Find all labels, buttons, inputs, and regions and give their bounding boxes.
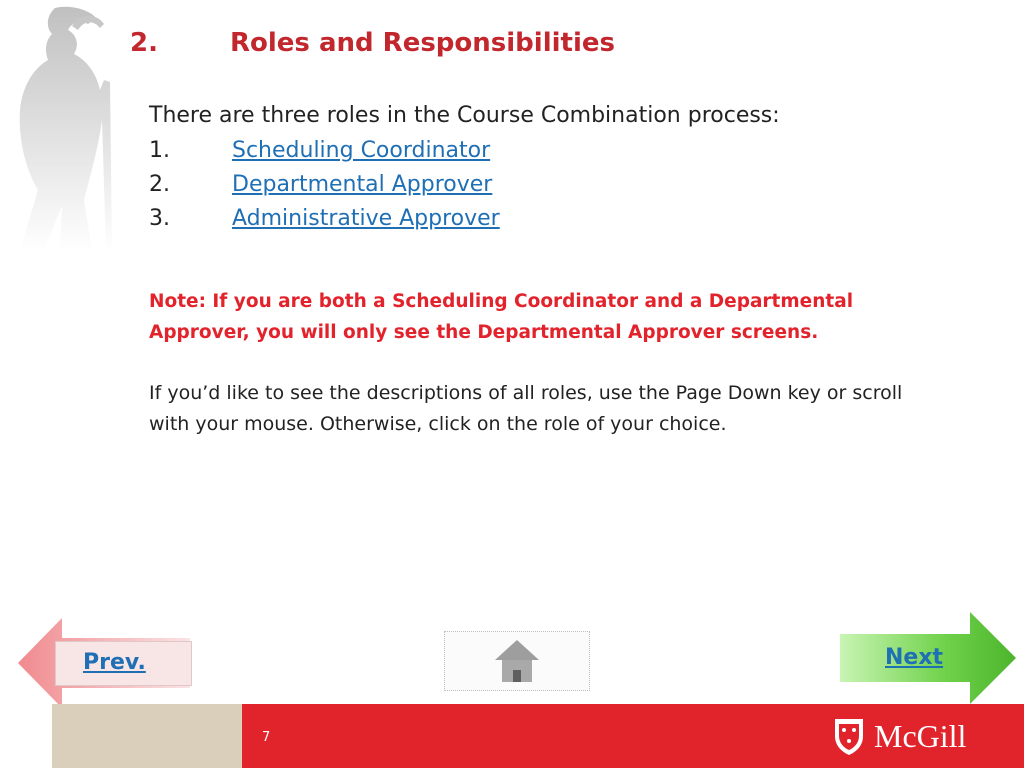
section-number: 2. xyxy=(130,28,158,58)
administrative-approver-link[interactable]: Administrative Approver xyxy=(232,206,500,231)
prev-button[interactable] xyxy=(18,618,198,708)
list-number: 1. xyxy=(149,138,170,163)
next-label: Next xyxy=(885,645,944,670)
departmental-approver-link[interactable]: Departmental Approver xyxy=(232,172,493,197)
statue-watermark-image xyxy=(0,0,130,260)
footer-beige-band xyxy=(52,704,242,768)
info-text: If you’d like to see the descriptions of all roles, use the Page Down key or scroll with your mouse. Otherwise, click on the role of your choice. xyxy=(149,382,903,435)
home-icon xyxy=(493,638,541,684)
scheduling-coordinator-link[interactable]: Scheduling Coordinator xyxy=(232,138,491,163)
prev-label: Prev. xyxy=(83,650,146,675)
page-number: 7 xyxy=(262,730,271,745)
intro-text: There are three roles in the Course Combination process: xyxy=(149,103,780,128)
list-number: 2. xyxy=(149,172,170,197)
home-button[interactable] xyxy=(444,631,590,691)
page-title: Roles and Responsibilities xyxy=(230,28,615,58)
mcgill-logo xyxy=(832,714,1002,758)
list-number: 3. xyxy=(149,206,170,231)
note-text: Note: If you are both a Scheduling Coordinator and a Departmental Approver, you will only see the Departmental Approver screens. xyxy=(149,291,854,343)
mcgill-crest-icon xyxy=(832,716,866,756)
next-button[interactable] xyxy=(838,612,1018,704)
mcgill-logo-text: McGill xyxy=(874,718,967,754)
